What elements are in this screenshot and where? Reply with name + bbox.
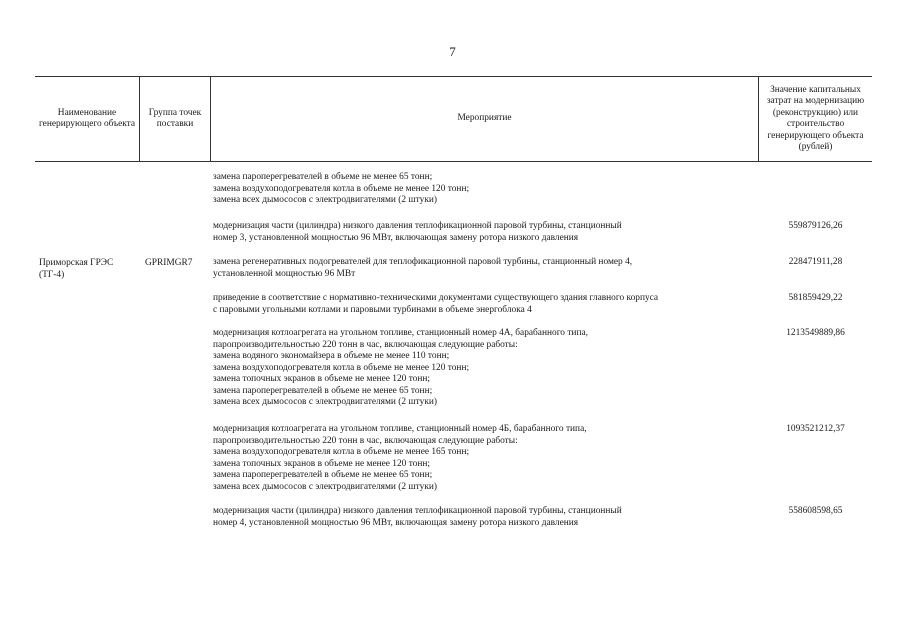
header-object-name: Наименование генерирующего объекта: [38, 107, 136, 129]
measure-line: замена всех дымососов с электродвигателями (2 штуки): [213, 195, 438, 205]
cost-value: 1093521212,37: [786, 424, 845, 434]
measure-line: модернизация котлоагрегата на угольном топливе, станционный номер 4А, барабанного типа,: [213, 328, 588, 338]
measure-line: замена пароперегревателей в объеме не менее 65 тонн;: [213, 172, 433, 182]
measure-line: замена воздухоподогревателя котла в объеме не менее 165 тонн;: [213, 447, 470, 457]
measure-line: модернизация котлоагрегата на угольном топливе, станционный номер 4Б, барабанного типа,: [213, 424, 587, 434]
measure-line: замена топочных экранов в объеме не менее 120 тонн;: [213, 458, 431, 469]
measure-line: установленной мощностью 96 МВт: [213, 268, 356, 279]
measure-text: [213, 328, 748, 409]
measure-line: модернизация части (цилиндра) низкого давления теплофикационной паровой турбины, станционный: [213, 221, 622, 231]
measure-line: замена всех дымососов с электродвигателями (2 штуки): [213, 397, 438, 407]
measures-table: [35, 76, 872, 532]
table-header: [35, 76, 872, 162]
measure-line: модернизация части (цилиндра) низкого давления теплофикационной паровой турбины, станционный: [213, 506, 622, 516]
measure-text: [213, 221, 748, 244]
measure-line: замена всех дымососов с электродвигателями (2 штуки): [213, 481, 438, 492]
cost-value: 228471911,28: [788, 257, 843, 267]
table-body: [35, 162, 872, 532]
measure-line: номер 3, установленной мощностью 96 МВт, включающая замену ротора низкого давления: [213, 232, 579, 243]
measure-line: номер 4, установленной мощностью 96 МВт, включающая замену ротора низкого давления: [213, 517, 579, 528]
cost-value: 1213549889,86: [786, 328, 845, 338]
measure-text: [213, 293, 748, 316]
measure-line: замена регенеративных подогревателей для теплофикационной паровой турбины, станционный номер 4,: [213, 257, 633, 267]
measure-line: замена пароперегревателей в объеме не менее 65 тонн;: [213, 385, 433, 396]
object-name: Приморская ГРЭС (ТГ-4): [39, 258, 114, 280]
header-capital-cost: Значение капитальных затрат на модернизацию (реконструкцию) или строительство генерирующего объекта (рублей): [766, 84, 865, 152]
measure-text: [213, 257, 748, 280]
measure-text: [213, 506, 748, 529]
page-number: 7: [449, 44, 456, 59]
measure-line: замена водяного экономайзера в объеме не менее 110 тонн;: [213, 351, 450, 361]
measure-text: [213, 172, 748, 207]
measure-line: замена воздухоподогревателя котла в объеме не менее 120 тонн;: [213, 183, 470, 194]
measure-line: паропроизводительностью 220 тонн в час, включающая следующие работы:: [213, 339, 518, 350]
header-measure: Мероприятие: [457, 113, 512, 124]
measure-line: замена пароперегревателей в объеме не менее 65 тонн;: [213, 470, 433, 480]
measure-line: с паровыми угольными котлами и паровыми турбинами в объеме энергоблока 4: [213, 304, 532, 315]
measure-line: приведение в соответствие с нормативно-техническими документами существующего здания главного корпуса: [213, 293, 659, 303]
cost-value: 558608598,65: [788, 506, 843, 516]
measure-line: замена воздухоподогревателя котла в объеме не менее 120 тонн;: [213, 362, 470, 373]
measure-line: паропроизводительностью 220 тонн в час, включающая следующие работы:: [213, 435, 518, 446]
measure-text: [213, 424, 748, 493]
cost-value: 559879126,26: [788, 221, 843, 231]
measure-line: замена топочных экранов в объеме не менее 120 тонн;: [213, 374, 431, 384]
header-delivery-group: Группа точек поставки: [148, 107, 202, 129]
cost-value: 581859429,22: [788, 293, 843, 303]
object-delivery-group: GPRIMGR7: [145, 258, 193, 268]
